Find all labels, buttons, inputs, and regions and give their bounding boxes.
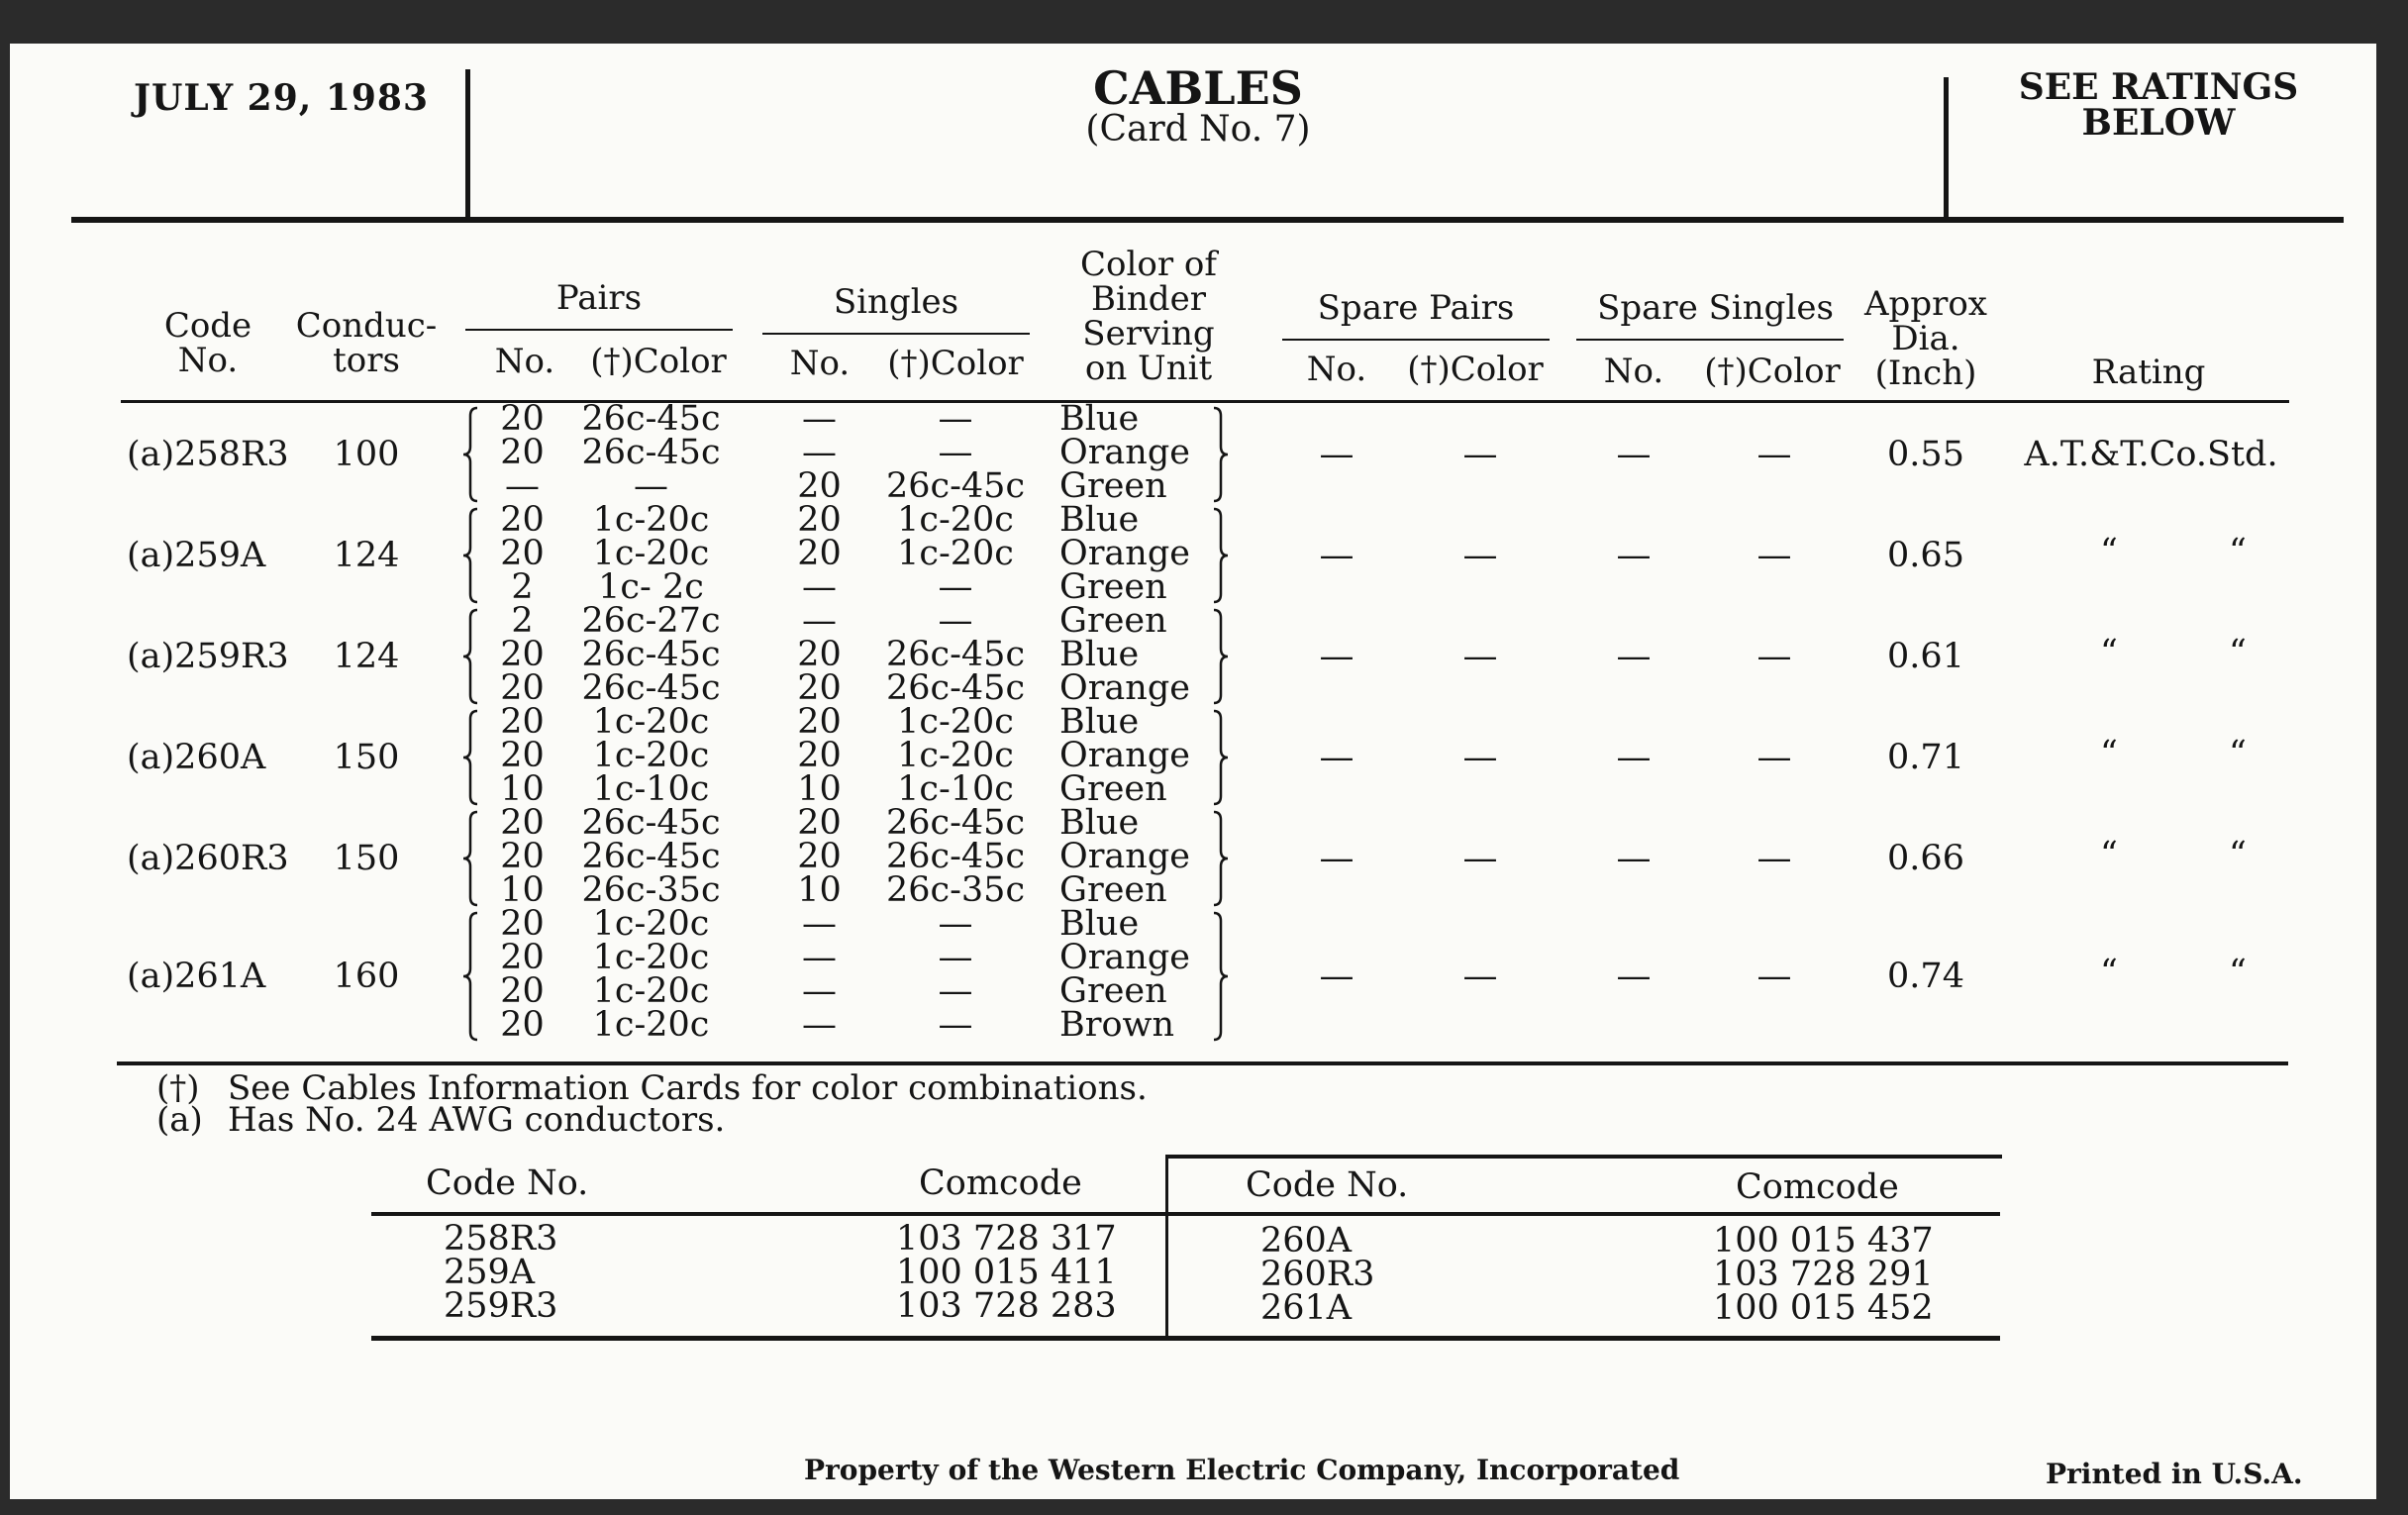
unit-singles-color: 26c-45c [885,837,1026,876]
col-pairs-color: (†)Color [590,342,727,381]
binder-brace [1210,507,1234,604]
unit-pairs-color: 1c-10c [592,769,710,809]
row-rating-ditto: “ [2229,734,2247,773]
note-dagger-mark: (†) [156,1068,200,1108]
spare-pairs-color: — [1462,738,1498,777]
unit-singles-color: 26c-45c [885,668,1026,708]
col-conductors: Conduc- tors [295,306,438,380]
col-singles: Singles [833,282,959,322]
unit-binder-color: Blue [1059,500,1140,540]
printed-notice: Printed in U.S.A. [2046,1458,2303,1490]
spare-pairs-color: — [1462,435,1498,474]
pairs-brace [461,709,485,806]
comcode-value-right: 103 728 291 [1713,1255,1934,1294]
unit-pairs-color: 26c-45c [581,433,721,472]
row-code: (a)260R3 [127,839,289,878]
card-title: CABLES [1093,61,1303,115]
binder-brace [1210,810,1234,907]
card-subtitle: (Card No. 7) [1085,109,1311,150]
comcode-value-right: 100 015 437 [1713,1221,1934,1261]
ratings-note: SEE RATINGS BELOW [2018,66,2299,144]
unit-singles-color: — [938,971,973,1011]
unit-pairs-no: 20 [500,702,545,742]
unit-binder-color: Blue [1059,399,1140,439]
comcode-top-rule [1166,1155,2002,1159]
col-spare-pairs: Spare Pairs [1317,288,1515,328]
unit-pairs-no: 2 [511,601,534,641]
unit-binder-color: Blue [1059,904,1140,944]
row-code: (a)259A [127,536,266,575]
unit-singles-color: — [938,938,973,977]
spare-singles-color: — [1756,536,1792,575]
unit-binder-color: Orange [1059,736,1190,775]
unit-binder-color: Green [1059,971,1167,1011]
comcode-code-right: 260A [1260,1221,1353,1261]
header-divider-right [1944,77,1949,221]
spare-pairs-no: — [1319,957,1354,996]
unit-singles-no: 20 [797,837,842,876]
unit-singles-no: — [802,1005,837,1045]
row-rating-ditto: “ [2229,633,2247,672]
unit-singles-no: 20 [797,534,842,573]
unit-pairs-no: 20 [500,803,545,843]
row-rating-ditto: “ [2100,633,2118,672]
unit-pairs-no: 20 [500,837,545,876]
unit-pairs-no: 20 [500,736,545,775]
col-rating: Rating [2091,353,2206,392]
spare-singles-color: — [1756,738,1792,777]
col-spare-singles-no: No. [1603,352,1664,391]
spare-singles-no: — [1616,637,1652,676]
col-code: Code No. [163,306,252,380]
unit-pairs-no: 20 [500,534,545,573]
unit-singles-color: — [938,567,973,607]
unit-singles-color: 26c-45c [885,466,1026,506]
unit-singles-color: — [938,433,973,472]
row-dia: 0.71 [1887,738,1964,777]
unit-pairs-color: 1c-20c [592,938,710,977]
row-code: (a)261A [127,957,266,996]
spare-pairs-color: — [1462,957,1498,996]
comcode-code-left: 258R3 [444,1219,558,1259]
unit-singles-color: 26c-45c [885,803,1026,843]
unit-pairs-color: 26c-27c [581,601,721,641]
spare-singles-no: — [1616,738,1652,777]
unit-singles-color: 26c-45c [885,635,1026,674]
unit-pairs-color: 1c-20c [592,904,710,944]
col-spare-pairs-color: (†)Color [1407,350,1544,389]
unit-binder-color: Orange [1059,938,1190,977]
unit-pairs-no: 20 [500,971,545,1011]
row-rating-ditto: “ [2100,835,2118,874]
unit-pairs-color: 1c- 2c [598,567,704,607]
unit-singles-color: — [938,601,973,641]
row-dia: 0.61 [1887,637,1964,676]
binder-brace [1210,608,1234,705]
comcode-value-left: 103 728 283 [896,1286,1117,1326]
row-rating-ditto: “ [2100,953,2118,992]
unit-pairs-no: 20 [500,668,545,708]
unit-singles-color: 1c-20c [897,736,1014,775]
unit-binder-color: Orange [1059,668,1190,708]
spare-singles-color: — [1756,839,1792,878]
col-singles-no: No. [789,344,851,383]
unit-pairs-no: 10 [500,870,545,910]
row-dia: 0.55 [1887,435,1964,474]
unit-singles-no: 20 [797,635,842,674]
comcode-value-right: 100 015 452 [1713,1288,1934,1328]
unit-singles-no: — [802,904,837,944]
note-dagger-text: See Cables Information Cards for color combinations. [228,1068,1148,1108]
unit-pairs-color: 26c-45c [581,399,721,439]
spare-pairs-no: — [1319,839,1354,878]
col-spare-singles-color: (†)Color [1704,352,1841,391]
row-conductors: 124 [333,637,400,676]
unit-binder-color: Blue [1059,635,1140,674]
unit-singles-no: — [802,567,837,607]
unit-binder-color: Blue [1059,702,1140,742]
comcode-bottom-rule [371,1336,2000,1341]
binder-brace [1210,406,1234,503]
comcode-head-code-left: Code No. [426,1163,589,1203]
row-conductors: 160 [333,957,400,996]
unit-binder-color: Orange [1059,837,1190,876]
unit-pairs-color: 26c-45c [581,837,721,876]
unit-singles-color: 1c-10c [897,769,1014,809]
unit-singles-no: — [802,971,837,1011]
unit-singles-color: 26c-35c [885,870,1026,910]
comcode-divider [1165,1155,1168,1339]
spare-singles-color: — [1756,435,1792,474]
pairs-brace [461,406,485,503]
spare-pairs-no: — [1319,637,1354,676]
unit-singles-no: 10 [797,870,842,910]
comcode-head-comcode-right: Comcode [1736,1167,1899,1207]
unit-singles-no: — [802,938,837,977]
row-code: (a)260A [127,738,266,777]
unit-binder-color: Green [1059,769,1167,809]
note-a-mark: (a) [156,1100,203,1140]
unit-singles-no: 20 [797,500,842,540]
unit-pairs-no: 20 [500,938,545,977]
row-code: (a)259R3 [127,637,289,676]
unit-pairs-color: 1c-20c [592,534,710,573]
comcode-value-left: 100 015 411 [896,1253,1117,1292]
table-bottom-rule [117,1061,2288,1065]
comcode-code-right: 260R3 [1260,1255,1375,1294]
spare-singles-color: — [1756,957,1792,996]
unit-singles-no: 20 [797,736,842,775]
unit-singles-no: — [802,601,837,641]
pairs-rule [465,329,733,331]
unit-singles-no: 10 [797,769,842,809]
pairs-brace [461,911,485,1042]
unit-pairs-no: 10 [500,769,545,809]
unit-pairs-color: 1c-20c [592,702,710,742]
unit-singles-color: — [938,399,973,439]
singles-rule [762,333,1030,335]
unit-singles-color: 1c-20c [897,702,1014,742]
unit-pairs-no: 20 [500,904,545,944]
col-pairs-no: No. [494,342,555,381]
col-spare-singles: Spare Singles [1597,288,1834,328]
row-conductors: 100 [333,435,400,474]
spare-pairs-color: — [1462,839,1498,878]
col-singles-color: (†)Color [887,344,1024,383]
spare-singles-no: — [1616,839,1652,878]
unit-pairs-no: 20 [500,399,545,439]
unit-singles-no: 20 [797,803,842,843]
unit-pairs-no: — [505,466,540,506]
row-dia: 0.74 [1887,957,1964,996]
row-rating: A.T.&T.Co.Std. [2024,435,2278,474]
unit-pairs-color: 26c-45c [581,668,721,708]
row-dia: 0.66 [1887,839,1964,878]
unit-pairs-no: 2 [511,567,534,607]
comcode-head-comcode-left: Comcode [919,1163,1082,1203]
card-date: JULY 29, 1983 [134,77,430,119]
unit-binder-color: Brown [1059,1005,1175,1045]
unit-pairs-color: 26c-45c [581,635,721,674]
unit-pairs-color: 1c-20c [592,500,710,540]
unit-binder-color: Green [1059,466,1167,506]
unit-singles-no: 20 [797,466,842,506]
binder-brace [1210,911,1234,1042]
unit-singles-color: 1c-20c [897,500,1014,540]
unit-singles-color: — [938,1005,973,1045]
unit-binder-color: Green [1059,870,1167,910]
col-dia: Approx Dia. (Inch) [1864,284,1987,393]
comcode-head-code-right: Code No. [1246,1165,1409,1205]
unit-pairs-color: 26c-45c [581,803,721,843]
unit-binder-color: Green [1059,601,1167,641]
unit-singles-no: — [802,433,837,472]
unit-pairs-color: 1c-20c [592,971,710,1011]
row-conductors: 124 [333,536,400,575]
header-rule [71,217,2344,223]
col-spare-pairs-no: No. [1306,350,1367,389]
unit-singles-no: 20 [797,668,842,708]
comcode-code-right: 261A [1260,1288,1353,1328]
unit-binder-color: Blue [1059,803,1140,843]
unit-binder-color: Orange [1059,534,1190,573]
row-conductors: 150 [333,839,400,878]
unit-singles-color: — [938,904,973,944]
col-pairs: Pairs [555,278,643,318]
comcode-code-left: 259A [444,1253,536,1292]
unit-pairs-no: 20 [500,635,545,674]
note-a-text: Has No. 24 AWG conductors. [228,1100,726,1140]
spare-pairs-no: — [1319,536,1354,575]
row-dia: 0.65 [1887,536,1964,575]
unit-pairs-color: 1c-20c [592,1005,710,1045]
col-binder: Color of Binder Serving on Unit [1080,245,1217,388]
spare-pairs-color: — [1462,637,1498,676]
spare-singles-no: — [1616,536,1652,575]
spare-singles-color: — [1756,637,1792,676]
unit-singles-no: 20 [797,702,842,742]
unit-pairs-color: 26c-35c [581,870,721,910]
row-rating-ditto: “ [2100,734,2118,773]
comcode-value-left: 103 728 317 [896,1219,1117,1259]
pairs-brace [461,810,485,907]
unit-pairs-no: 20 [500,500,545,540]
spare-singles-rule [1576,339,1844,341]
spare-pairs-no: — [1319,738,1354,777]
row-code: (a)258R3 [127,435,289,474]
comcode-head-rule [371,1212,2000,1216]
row-rating-ditto: “ [2229,835,2247,874]
comcode-code-left: 259R3 [444,1286,558,1326]
unit-pairs-color: 1c-20c [592,736,710,775]
property-notice: Property of the Western Electric Company, Incorporated [804,1454,1680,1486]
unit-pairs-no: 20 [500,433,545,472]
unit-singles-no: — [802,399,837,439]
pairs-brace [461,608,485,705]
unit-pairs-no: 20 [500,1005,545,1045]
row-rating-ditto: “ [2229,953,2247,992]
unit-binder-color: Orange [1059,433,1190,472]
binder-brace [1210,709,1234,806]
row-rating-ditto: “ [2100,532,2118,571]
row-conductors: 150 [333,738,400,777]
unit-binder-color: Green [1059,567,1167,607]
spare-pairs-color: — [1462,536,1498,575]
unit-pairs-color: — [634,466,668,506]
spare-pairs-rule [1282,339,1550,341]
pairs-brace [461,507,485,604]
unit-singles-color: 1c-20c [897,534,1014,573]
spare-pairs-no: — [1319,435,1354,474]
row-rating-ditto: “ [2229,532,2247,571]
spare-singles-no: — [1616,435,1652,474]
spare-singles-no: — [1616,957,1652,996]
